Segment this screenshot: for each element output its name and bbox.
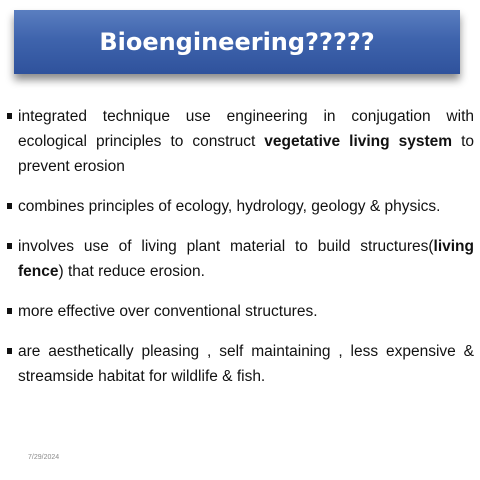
square-bullet-icon <box>6 104 18 129</box>
bullet-item <box>6 339 474 389</box>
slide-date: 7/29/2024 <box>28 454 60 461</box>
bullet-text <box>18 234 474 284</box>
bullet-text-segment: more effective over conventional structures. <box>18 303 318 320</box>
bullet-item <box>6 299 474 324</box>
bullet-bold-term: vegetative living system <box>264 133 453 150</box>
slide-title: Bioengineering????? <box>99 28 375 56</box>
bullet-item <box>6 234 474 284</box>
bullet-text <box>18 299 474 324</box>
square-bullet-icon <box>6 299 18 324</box>
bullet-text-segment: combines principles of ecology, hydrology, geology & physics. <box>18 198 441 215</box>
square-bullet-icon <box>6 194 18 219</box>
bullet-bold-term: living fence <box>18 238 474 280</box>
bullet-list <box>6 104 474 404</box>
bullet-text-segment: ) that reduce erosion. <box>58 263 205 280</box>
bullet-item <box>6 104 474 179</box>
bullet-text <box>18 104 474 179</box>
square-bullet-icon <box>6 234 18 259</box>
bullet-text-segment: integrated technique use engineering in conjugation with ecological principles to construct <box>18 108 474 150</box>
bullet-text-segment: to prevent erosion <box>18 133 475 175</box>
bullet-text-segment: are aesthetically pleasing , self maintaining , less expensive & streamside habitat for wildlife & fish. <box>18 343 474 385</box>
bullet-text <box>18 194 474 219</box>
bullet-text-segment: involves use of living plant material to build structures( <box>18 238 434 255</box>
bullet-item <box>6 194 474 219</box>
title-banner <box>14 10 460 74</box>
square-bullet-icon <box>6 339 18 364</box>
bullet-text <box>18 339 474 389</box>
